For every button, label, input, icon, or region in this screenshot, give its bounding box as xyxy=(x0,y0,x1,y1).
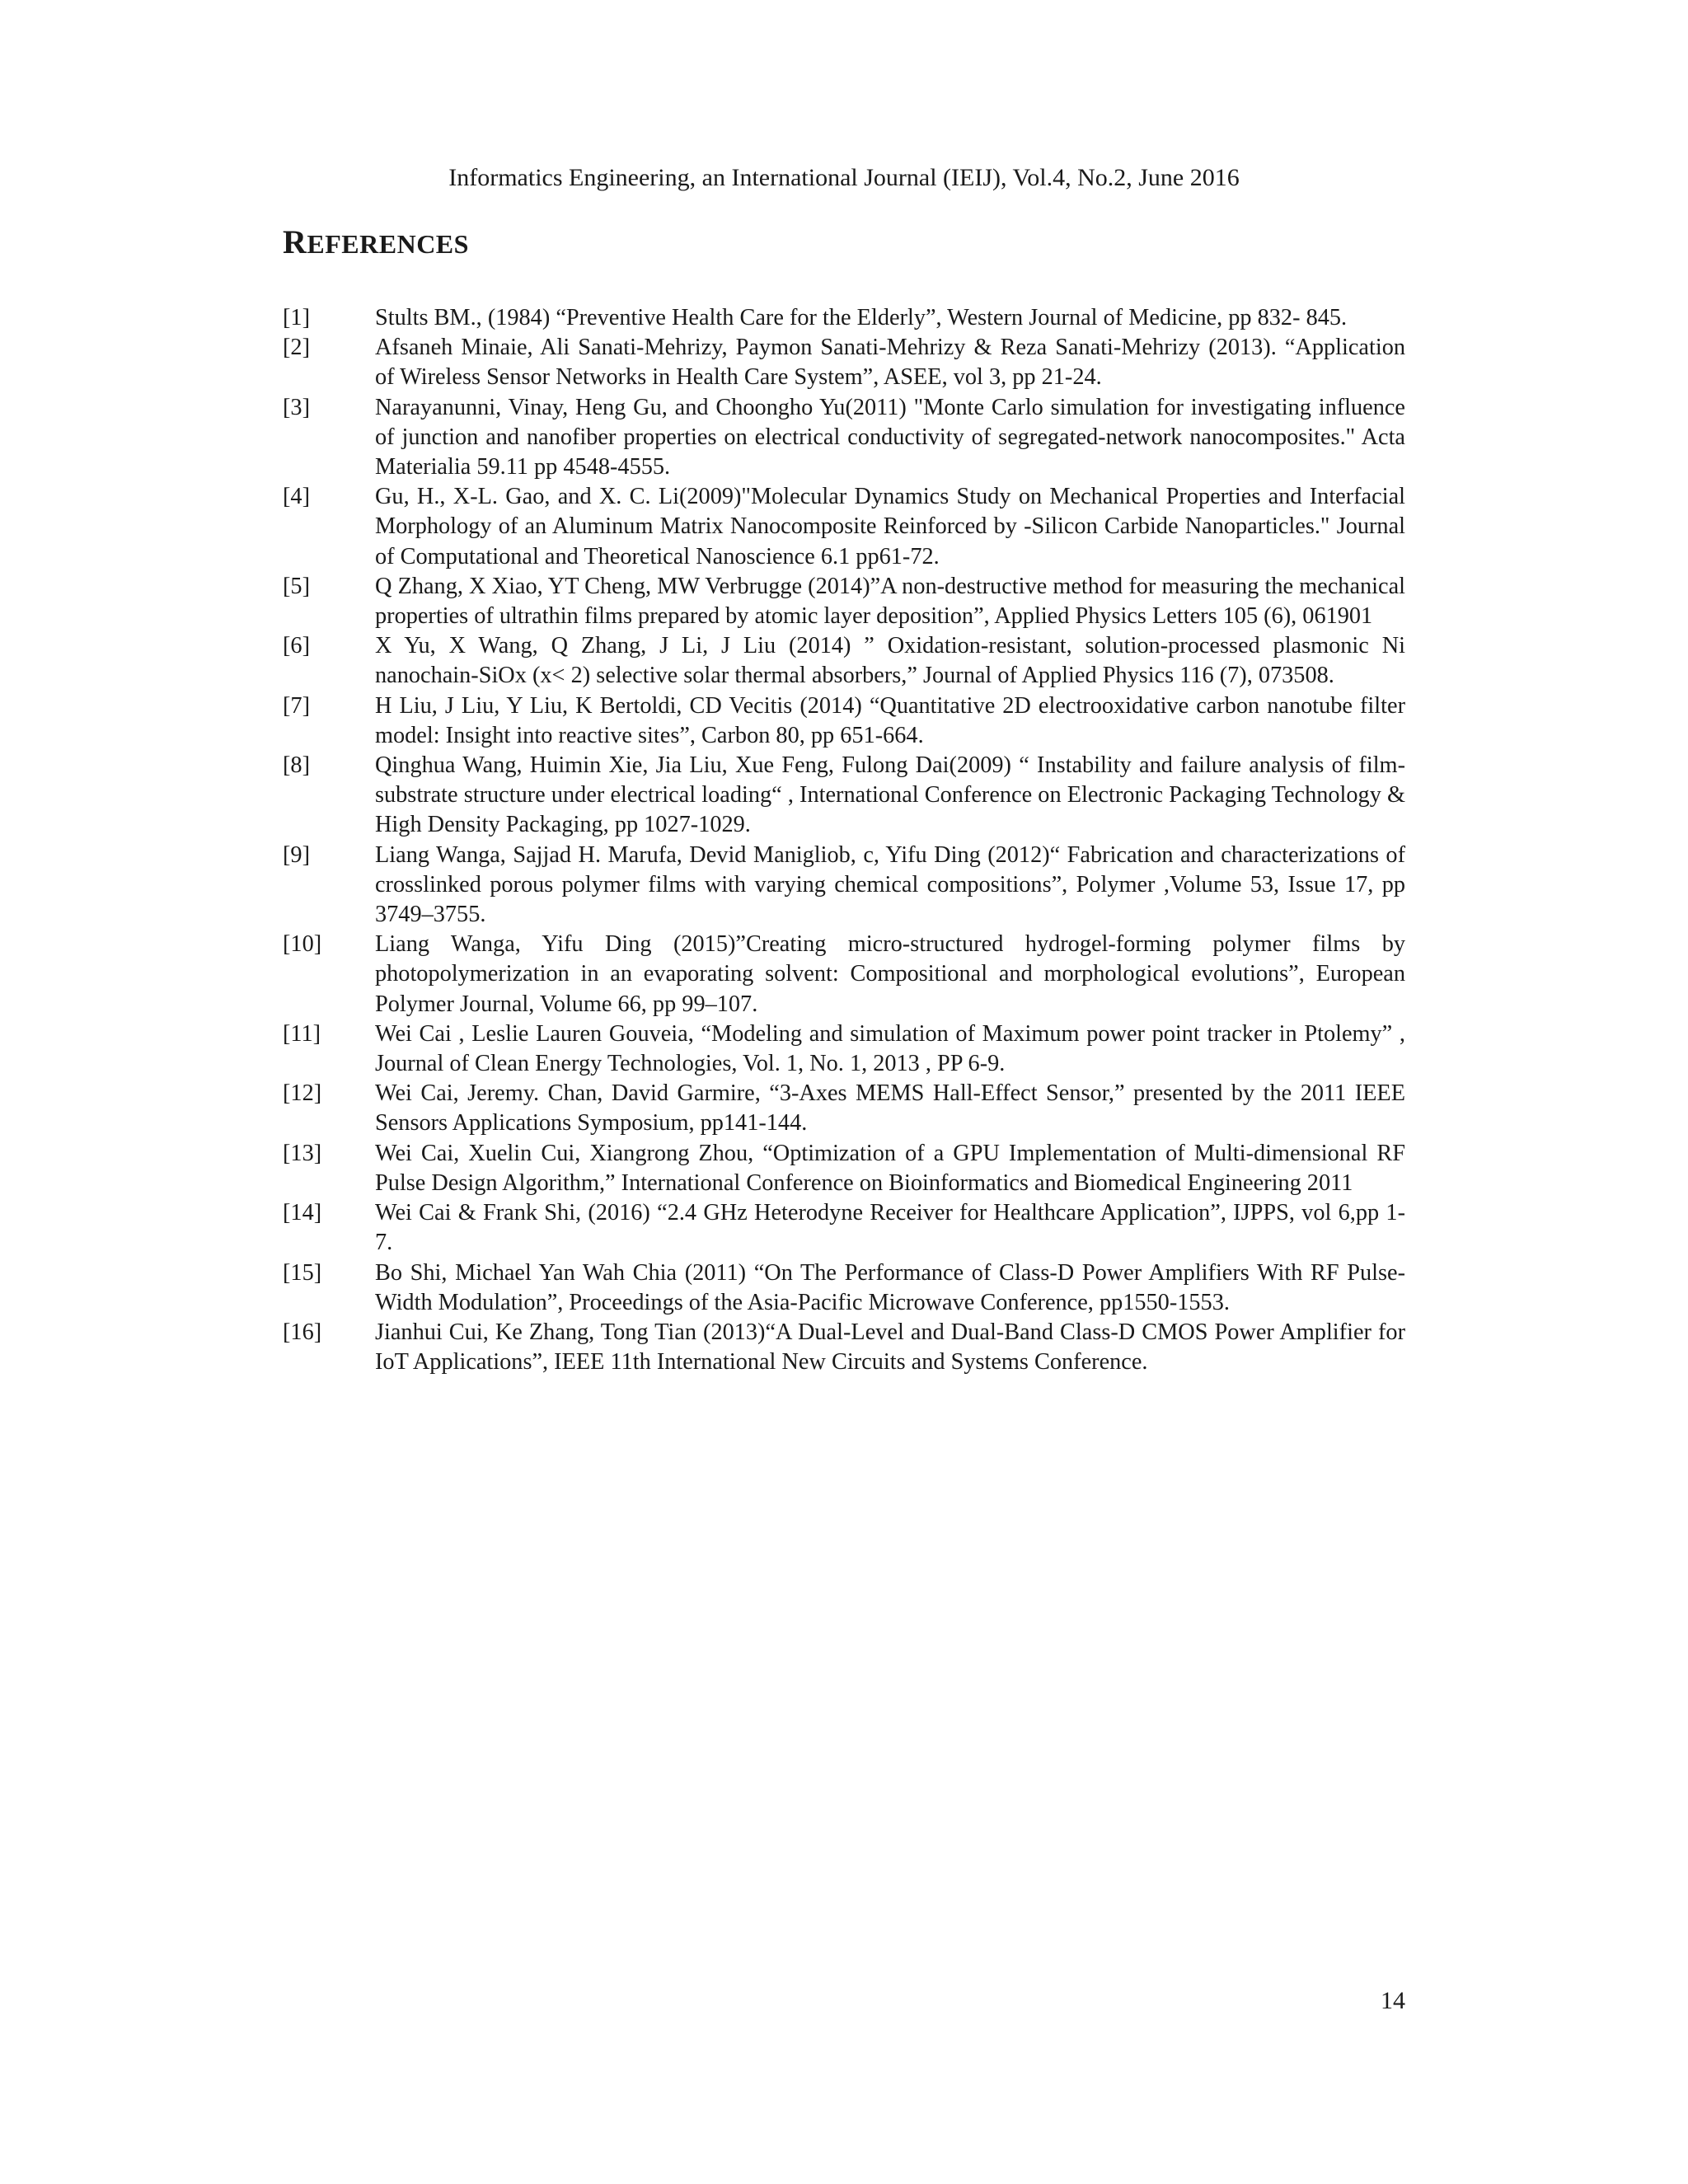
reference-item xyxy=(283,1079,1405,1138)
reference-text: Wei Cai, Jeremy. Chan, David Garmire, “3-Axes MEMS Hall-Effect Sensor,” presented by the 2011 IEEE Sensors Applications Symposium, pp141-144. xyxy=(375,1080,1405,1137)
reference-text: H Liu, J Liu, Y Liu, K Bertoldi, CD Vecitis (2014) “Quantitative 2D electrooxidative carbon nanotube filter model: Insight into reactive sites”, Carbon 80, pp 651-664. xyxy=(375,692,1405,748)
reference-number: [2] xyxy=(283,335,310,361)
reference-item xyxy=(283,393,1405,483)
reference-number: [14] xyxy=(283,1200,322,1226)
reference-item xyxy=(283,691,1405,751)
reference-item xyxy=(283,572,1405,631)
reference-item xyxy=(283,303,1405,333)
reference-number: [16] xyxy=(283,1319,322,1345)
reference-text: Liang Wanga, Sajjad H. Marufa, Devid Manigliob, c, Yifu Ding (2012)“ Fabrication and characterizations of crosslinked porous polymer films with varying chemical compositions”, Polymer ,Volume 53, Issue 17, pp 3749–3755. xyxy=(375,841,1405,928)
reference-text: Afsaneh Minaie, Ali Sanati-Mehrizy, Paymon Sanati-Mehrizy & Reza Sanati-Mehrizy (2013). “Application of Wireless Sensor Networks in Health Care System”, ASEE, vol 3, pp 21-24. xyxy=(375,335,1405,391)
reference-number: [7] xyxy=(283,692,310,719)
reference-item xyxy=(283,930,1405,1019)
reference-item xyxy=(283,333,1405,392)
reference-text: Wei Cai, Xuelin Cui, Xiangrong Zhou, “Optimization of a GPU Implementation of Multi-dimensional RF Pulse Design Algorithm,” International Conference on Bioinformatics and Biomedical Engineering 2011 xyxy=(375,1140,1405,1196)
journal-title: Informatics Engineering, an International Journal (IEIJ), Vol.4, No.2, June 2016 xyxy=(448,164,1240,191)
reference-text: Stults BM., (1984) “Preventive Health Care for the Elderly”, Western Journal of Medicine, pp 832- 845. xyxy=(375,305,1348,330)
reference-text: Jianhui Cui, Ke Zhang, Tong Tian (2013)“A Dual-Level and Dual-Band Class-D CMOS Power Amplifier for IoT Applications”, IEEE 11th International New Circuits and Systems Conference. xyxy=(375,1319,1405,1376)
running-header xyxy=(0,162,1688,194)
reference-number: [1] xyxy=(283,305,310,330)
reference-number: [3] xyxy=(283,394,310,420)
reference-number: [9] xyxy=(283,841,310,868)
reference-text: Qinghua Wang, Huimin Xie, Jia Liu, Xue Feng, Fulong Dai(2009) “ Instability and failure analysis of film-substrate structure under electrical loading“ , International Conference on Electronic Packaging Technology & High Density Packaging, pp 1027-1029. xyxy=(375,752,1405,838)
reference-number: [12] xyxy=(283,1080,322,1107)
reference-item xyxy=(283,631,1405,691)
reference-text: Bo Shi, Michael Yan Wah Chia (2011) “On The Performance of Class-D Power Amplifiers With RF Pulse-Width Modulation”, Proceedings of the Asia-Pacific Microwave Conference, pp1550-1553. xyxy=(375,1259,1405,1315)
reference-text: Q Zhang, X Xiao, YT Cheng, MW Verbrugge (2014)”A non-destructive method for measuring the mechanical properties of ultrathin films prepared by atomic layer deposition”, Applied Physics Letters 105 (6), 061901 xyxy=(375,573,1405,630)
reference-item xyxy=(283,841,1405,930)
reference-number: [5] xyxy=(283,573,310,599)
reference-list xyxy=(283,303,1405,1377)
reference-text: X Yu, X Wang, Q Zhang, J Li, J Liu (2014) ” Oxidation-resistant, solution-processed plasmonic Ni nanochain-SiOx (x< 2) selective solar thermal absorbers,” Journal of Applied Physics 116 (7), 073508. xyxy=(375,633,1405,689)
reference-number: [11] xyxy=(283,1020,321,1047)
heading-initial: R xyxy=(283,223,307,260)
reference-item xyxy=(283,482,1405,572)
reference-item xyxy=(283,1198,1405,1258)
reference-number: [15] xyxy=(283,1259,322,1286)
reference-text: Gu, H., X-L. Gao, and X. C. Li(2009)"Molecular Dynamics Study on Mechanical Properties and Interfacial Morphology of an Aluminum Matrix Nanocomposite Reinforced by -Silicon Carbide Nanoparticles." Journal of Computational and Theoretical Nanoscience 6.1 pp61-72. xyxy=(375,484,1405,569)
reference-number: [4] xyxy=(283,484,310,510)
reference-text: Wei Cai , Leslie Lauren Gouveia, “Modeling and simulation of Maximum power point tracker in Ptolemy” , Journal of Clean Energy Technologies, Vol. 1, No. 1, 2013 , PP 6-9. xyxy=(375,1020,1405,1077)
reference-item xyxy=(283,1019,1405,1079)
reference-number: [8] xyxy=(283,752,310,779)
reference-text: Wei Cai & Frank Shi, (2016) “2.4 GHz Heterodyne Receiver for Healthcare Application”, IJPPS, vol 6,pp 1-7. xyxy=(375,1200,1405,1256)
reference-item xyxy=(283,1258,1405,1318)
reference-number: [6] xyxy=(283,633,310,659)
reference-item xyxy=(283,751,1405,841)
reference-item xyxy=(283,1318,1405,1377)
reference-text: Liang Wanga, Yifu Ding (2015)”Creating micro-structured hydrogel-forming polymer films by photopolymerization in an evaporating solvent: Compositional and morphological evolutions”, European Polymer Journal, Volume 66, pp 99–107. xyxy=(375,931,1405,1017)
heading-rest: EFERENCES xyxy=(307,229,469,259)
reference-item xyxy=(283,1139,1405,1198)
reference-text: Narayanunni, Vinay, Heng Gu, and Choongho Yu(2011) "Monte Carlo simulation for investigating influence of junction and nanofiber properties on electrical conductivity of segregated-network nanocomposites." Acta Materialia 59.11 pp 4548-4555. xyxy=(375,394,1405,480)
page-number: 14 xyxy=(1381,1987,1405,2014)
references-heading xyxy=(283,224,469,262)
reference-number: [10] xyxy=(283,931,322,958)
reference-number: [13] xyxy=(283,1140,322,1166)
